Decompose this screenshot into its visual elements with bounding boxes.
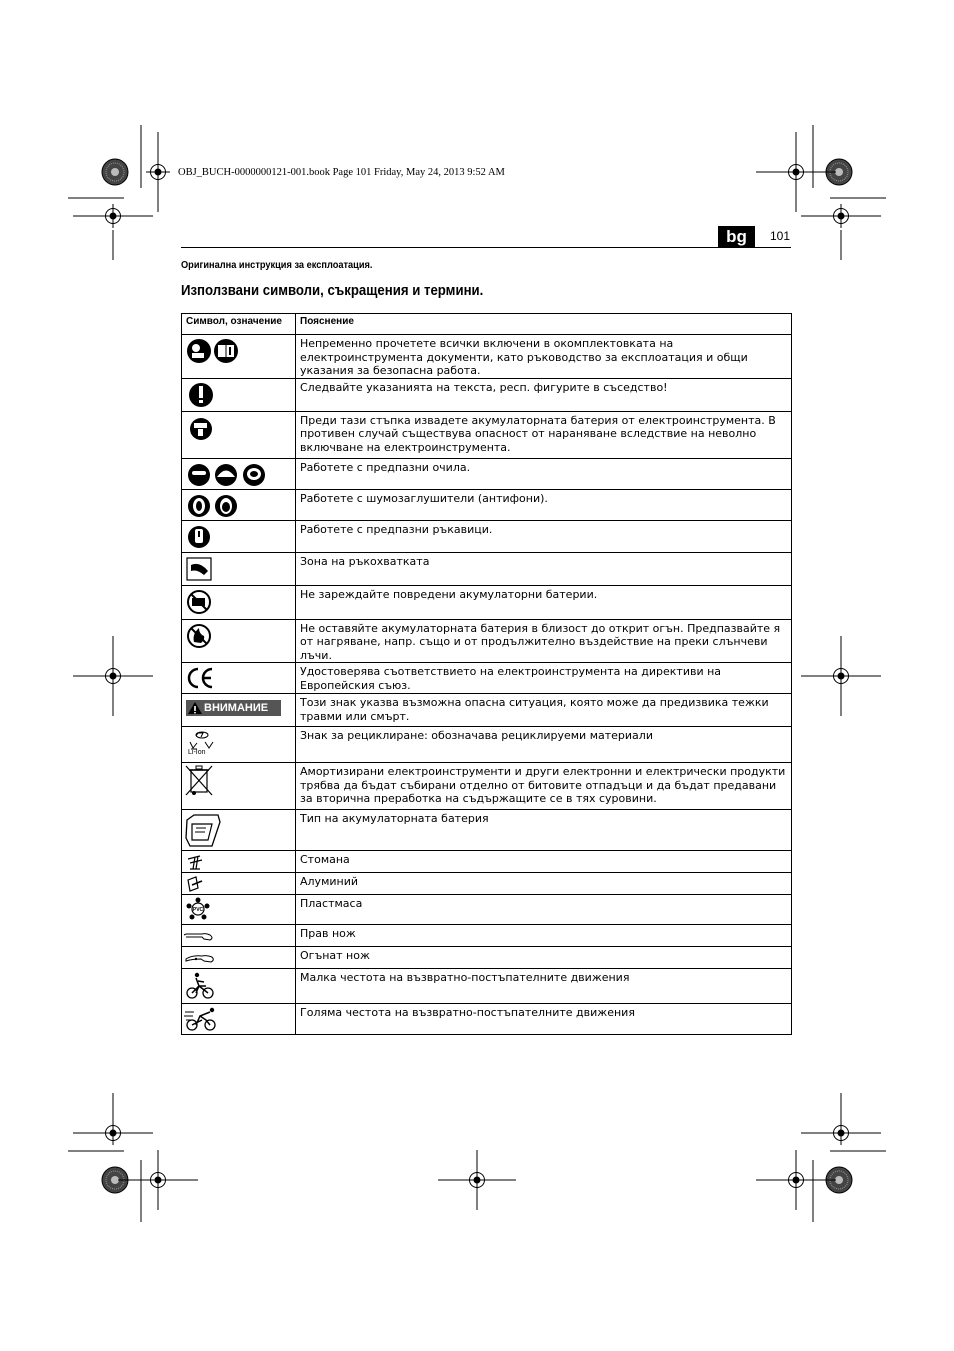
straight-knife-icon <box>182 925 294 945</box>
symbol-cell <box>182 969 296 1004</box>
explanation-cell: Пластмаса <box>296 895 792 925</box>
table-header-row <box>182 314 792 335</box>
table-row <box>182 489 792 520</box>
table-row <box>182 619 792 663</box>
table-row <box>182 1004 792 1035</box>
language-tab: bg <box>718 226 755 247</box>
fast-cyclist-icon <box>182 1004 294 1033</box>
table-row <box>182 851 792 873</box>
table-row <box>182 411 792 458</box>
table-row <box>182 585 792 619</box>
explanation-cell: Преди тази стъпка извадете акумулаторната батерия от електроинструмента. В противен случай съществува опасност от нараняване вследствие на неволно включване на електроинструмента. <box>296 411 792 458</box>
explanation-cell: Не оставяйте акумулаторната батерия в близост до открит огън. Предпазвайте я от нагряване, напр. също и от продължително въздействие на преки слънчеви лъчи. <box>296 619 792 663</box>
explanation-cell: Непременно прочетете всички включени в окомплектовката на електроинструмента документи, като ръководство за експлоатация и общи указания за безопасна работа. <box>296 335 792 379</box>
symbol-cell <box>182 873 296 895</box>
steel-icon <box>182 851 294 871</box>
explanation-cell: Голяма честота на възвратно-постъпателните движения <box>296 1004 792 1035</box>
header-divider <box>181 247 791 248</box>
aluminium-icon <box>182 873 294 893</box>
remove-battery-icon <box>182 412 294 457</box>
slow-cyclist-icon <box>182 969 294 1002</box>
explanation-cell: Работете с предпазни очила. <box>296 458 792 489</box>
explanation-cell: Алуминий <box>296 873 792 895</box>
recycling-label: Li-Ion <box>188 749 206 756</box>
explanation-cell: Удостоверява съответствието на електроинструмента на директиви на Европейския съюз. <box>296 663 792 694</box>
explanation-cell: Работете с шумозаглушители (антифони). <box>296 489 792 520</box>
symbol-cell <box>182 763 296 810</box>
explanation-cell: Знак за рециклиране: обозначава рециклируеми материали <box>296 727 792 763</box>
table-row <box>182 335 792 379</box>
section-title: Използвани символи, съкращения и термини. <box>181 282 484 299</box>
table-row <box>182 552 792 585</box>
no-fire-battery-icon <box>182 620 294 652</box>
column-header-explanation: Пояснение <box>296 314 792 335</box>
plastic-icon <box>182 895 294 923</box>
explanation-cell: Малка честота на възвратно-постъпателните движения <box>296 969 792 1004</box>
plastic-label: PVC <box>192 907 204 913</box>
explanation-cell: Огънат нож <box>296 947 792 969</box>
read-manual-icon <box>182 335 294 366</box>
symbol-cell <box>182 489 296 520</box>
battery-type-icon <box>182 810 294 849</box>
explanation-cell: Прав нож <box>296 925 792 947</box>
symbol-cell <box>182 727 296 763</box>
bent-knife-icon <box>182 947 294 967</box>
table-row <box>182 810 792 851</box>
page-number: 101 <box>770 229 791 243</box>
document-subtitle: Оригинална инструкция за експлоатация. <box>181 259 373 271</box>
safety-goggles-icon <box>182 459 294 488</box>
table-row <box>182 378 792 411</box>
symbol-cell <box>182 947 296 969</box>
table-row <box>182 895 792 925</box>
column-header-symbol: Символ, означение <box>182 314 296 335</box>
table-row <box>182 947 792 969</box>
symbol-cell <box>182 411 296 458</box>
crossed-bin-icon <box>182 763 294 808</box>
symbol-cell <box>182 694 296 727</box>
symbol-cell <box>182 378 296 411</box>
explanation-cell: Работете с предпазни ръкавици. <box>296 520 792 552</box>
table-row <box>182 727 792 763</box>
warning-triangle-icon <box>186 700 204 716</box>
symbol-cell <box>182 619 296 663</box>
table-row <box>182 458 792 489</box>
explanation-cell: Тип на акумулаторната батерия <box>296 810 792 851</box>
table-row <box>182 694 792 727</box>
table-row <box>182 969 792 1004</box>
no-damaged-battery-icon <box>182 586 294 618</box>
print-info: OBJ_BUCH-0000000121-001.book Page 101 Friday, May 24, 2013 9:52 AM <box>178 167 505 178</box>
symbol-cell <box>182 520 296 552</box>
symbol-cell <box>182 552 296 585</box>
ce-mark-icon <box>182 663 294 692</box>
symbol-cell <box>182 585 296 619</box>
symbol-cell <box>182 458 296 489</box>
symbol-cell <box>182 335 296 379</box>
symbol-cell <box>182 925 296 947</box>
warning-label-icon <box>186 700 281 716</box>
recycling-icon <box>182 727 295 761</box>
symbols-table <box>181 313 792 1035</box>
symbol-cell <box>182 851 296 873</box>
table-row <box>182 763 792 810</box>
exclamation-icon <box>182 379 294 410</box>
symbol-cell <box>182 810 296 851</box>
table-row <box>182 663 792 694</box>
warning-label-text: ВНИМАНИЕ <box>204 702 269 714</box>
table-row <box>182 925 792 947</box>
symbol-cell <box>182 663 296 694</box>
explanation-cell: Този знак указва възможна опасна ситуация, която може да предизвика тежки травми или смърт. <box>296 694 792 727</box>
explanation-cell: Следвайте указанията на текста, респ. фигурите в съседство! <box>296 378 792 411</box>
ear-protection-icon <box>182 490 294 519</box>
table-row <box>182 873 792 895</box>
protective-gloves-icon <box>182 521 294 551</box>
explanation-cell: Стомана <box>296 851 792 873</box>
explanation-cell: Не зареждайте повредени акумулаторни батерии. <box>296 585 792 619</box>
table-row <box>182 520 792 552</box>
symbol-cell <box>182 1004 296 1035</box>
grip-zone-icon <box>182 553 294 584</box>
explanation-cell: Зона на ръкохватката <box>296 552 792 585</box>
symbol-cell <box>182 895 296 925</box>
explanation-cell: Амортизирани електроинструменти и други електронни и електрически продукти трябва да бъдат събирани отделно от битовите отпадъци и да бъдат предавани за вторична преработка на съдържащите се в тях суровини. <box>296 763 792 810</box>
